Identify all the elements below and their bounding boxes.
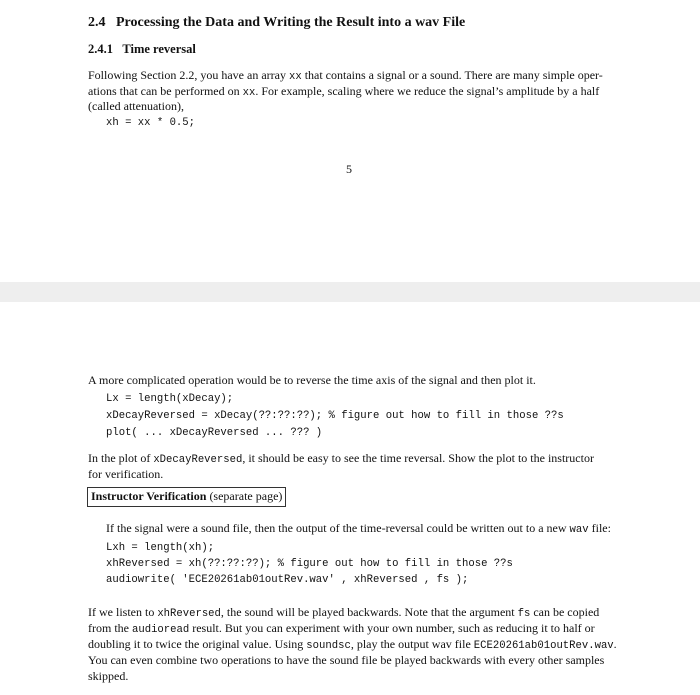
- code-block-scaling: xh = xx * 0.5;: [106, 117, 196, 129]
- instructor-verification-box: [87, 487, 286, 507]
- document-page-bottom: [0, 302, 700, 695]
- subsection-number: 2.4.1: [88, 42, 113, 56]
- plot-note-line-2: for verification.: [88, 467, 164, 481]
- inline-code-wav: wav: [569, 524, 589, 536]
- final-para-line-4: You can even combine two operations to have the sound file be played backwards with every other samples: [88, 653, 605, 667]
- code-line: Lx = length(xDecay);: [106, 393, 234, 405]
- final-para-line-5: skipped.: [88, 669, 129, 683]
- section-number: 2.4: [88, 15, 106, 30]
- intro-line-3: (called attenuation),: [88, 99, 184, 113]
- page-number: 5: [346, 162, 352, 176]
- inline-code-soundsc: soundsc: [306, 640, 351, 652]
- intro-line-2: ations that can be performed on xx. For example, scaling where we reduce the signal’s amplitude by a half: [88, 84, 600, 99]
- section-heading: [88, 15, 465, 31]
- intro-line-1: Following Section 2.2, you have an array xx that contains a signal or a sound. There are many simple oper-: [88, 68, 603, 83]
- section-title: Processing the Data and Writing the Result into a wav File: [116, 15, 466, 30]
- inline-code-audioread: audioread: [132, 624, 190, 636]
- inline-code-xx: xx: [242, 87, 256, 99]
- plot-note-line-1: In the plot of xDecayReversed, it should be easy to see the time reversal. Show the plot to the instructor: [88, 451, 594, 466]
- page-separator: [0, 282, 700, 302]
- code-line: audiowrite( 'ECE20261ab01outRev.wav' , xhReversed , fs );: [106, 574, 469, 586]
- final-para-line-1: If we listen to xhReversed, the sound will be played backwards. Note that the argument fs can be copied: [88, 605, 600, 620]
- code-line: xDecayReversed = xDecay(??:??:??); % figure out how to fill in those ??s: [106, 410, 564, 422]
- inline-code-xhreversed: xhReversed: [157, 608, 221, 620]
- subsection-heading: [88, 42, 196, 57]
- code-line: plot( ... xDecayReversed ... ??? ): [106, 427, 323, 439]
- code-line: xhReversed = xh(??:??:??); % figure out how to fill in those ??s: [106, 558, 513, 570]
- sound-note: If the signal were a sound file, then the output of the time-reversal could be written out to a new wav file:: [106, 521, 611, 536]
- verification-label: Instructor Verification: [91, 489, 207, 503]
- code-line: Lxh = length(xh);: [106, 542, 215, 554]
- document-page-top: [0, 0, 700, 282]
- reverse-intro: A more complicated operation would be to reverse the time axis of the signal and then plot it.: [88, 373, 536, 387]
- inline-code-xx: xx: [288, 71, 302, 83]
- final-para-line-2: from the audioread result. But you can experiment with your own number, such as reducing it to half or: [88, 621, 595, 636]
- subsection-title: Time reversal: [122, 42, 196, 56]
- final-para-line-3: doubling it to twice the original value. Using soundsc, play the output wav file ECE20261ab01outRev.wav.: [88, 637, 617, 652]
- inline-code-xdecayreversed: xDecayReversed: [153, 454, 243, 466]
- verification-note: (separate page): [209, 489, 283, 503]
- inline-code-fs: fs: [517, 608, 531, 620]
- inline-code-filename: ECE20261ab01outRev.wav: [473, 640, 614, 652]
